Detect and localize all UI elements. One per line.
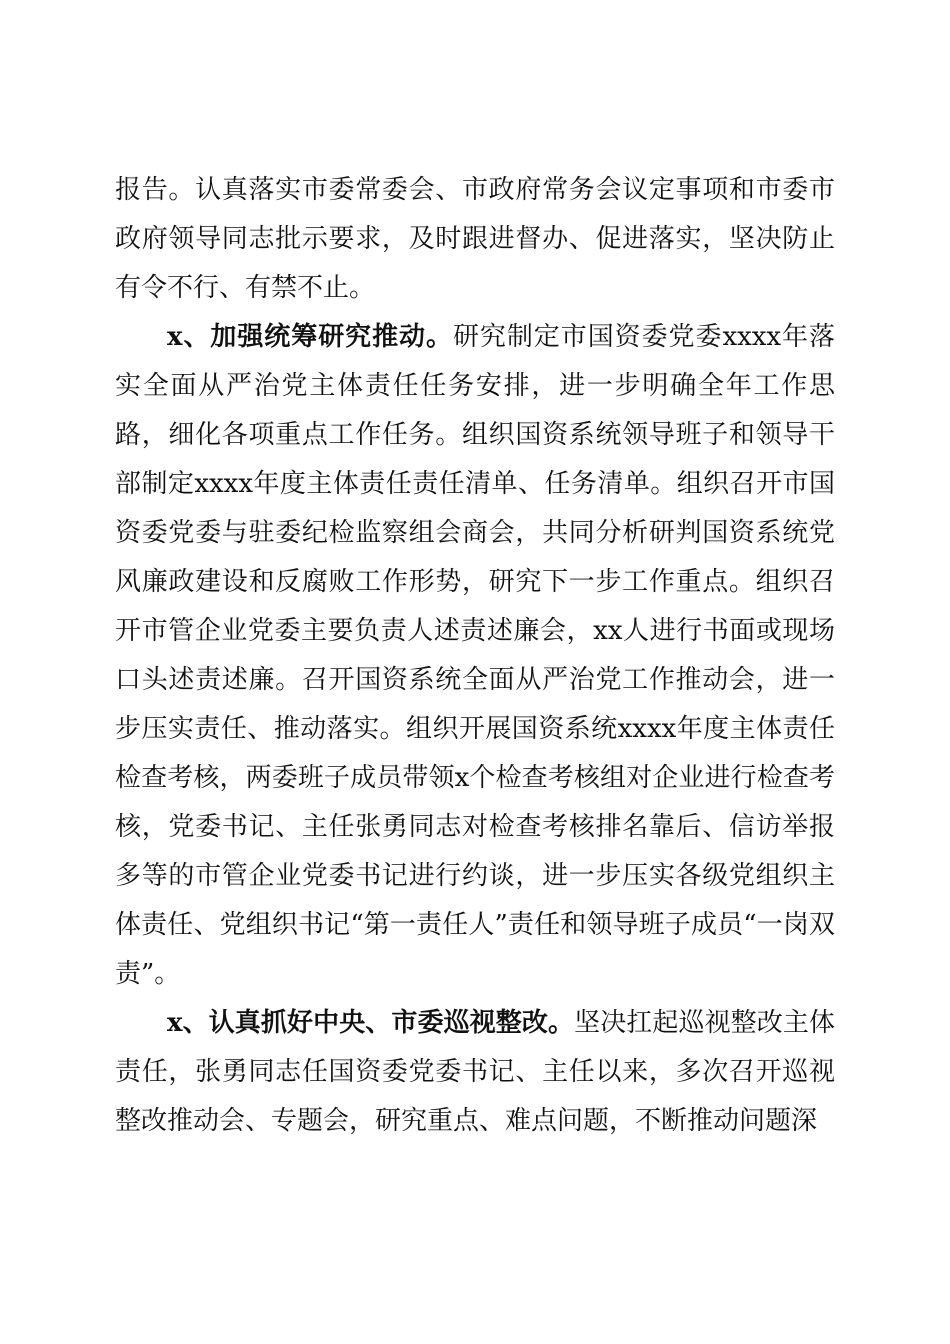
- paragraph-body: 报告。认真落实市委常委会、市政府常务会议定事项和市委市政府领导同志批示要求，及时跟进督办、促进落实，坚决防止有令不行、有禁不止。: [115, 175, 835, 303]
- paragraph-coordination: [115, 313, 835, 999]
- paragraph-heading: x、加强统筹研究推动。: [167, 322, 453, 352]
- document-page: [115, 166, 835, 1146]
- paragraph-heading: x、认真抓好中央、市委巡视整改。: [167, 1008, 575, 1038]
- paragraph-body: 坚决扛起巡视整改主体责任，张勇同志任国资委党委书记、主任以来，多次召开巡视整改推动会、专题会，研究重点、难点问题，不断推动问题深: [115, 1008, 835, 1136]
- paragraph-inspection-rectification: [115, 999, 835, 1146]
- paragraph-body: 研究制定市国资委党委xxxx年落实全面从严治党主体责任任务安排，进一步明确全年工作思路，细化各项重点工作任务。组织国资系统领导班子和领导干部制定xxxx年度主体责任责任清单、任务清单。组织召开市国资委党委与驻委纪检监察组会商会，共同分析研判国资系统党风廉政建设和反腐败工作形势，研究下一步工作重点。组织召开市管企业党委主要负责人述责述廉会，xx人进行书面或现场口头述责述廉。召开国资系统全面从严治党工作推动会，进一步压实责任、推动落实。组织开展国资系统xxxx年度主体责任检查考核，两委班子成员带领x个检查考核组对企业进行检查考核，党委书记、主任张勇同志对检查考核排名靠后、信访举报多等的市管企业党委书记进行约谈，进一步压实各级党组织主体责任、党组织书记“第一责任人”责任和领导班子成员“一岗双责”。: [115, 322, 835, 989]
- paragraph-continuation: [115, 166, 835, 313]
